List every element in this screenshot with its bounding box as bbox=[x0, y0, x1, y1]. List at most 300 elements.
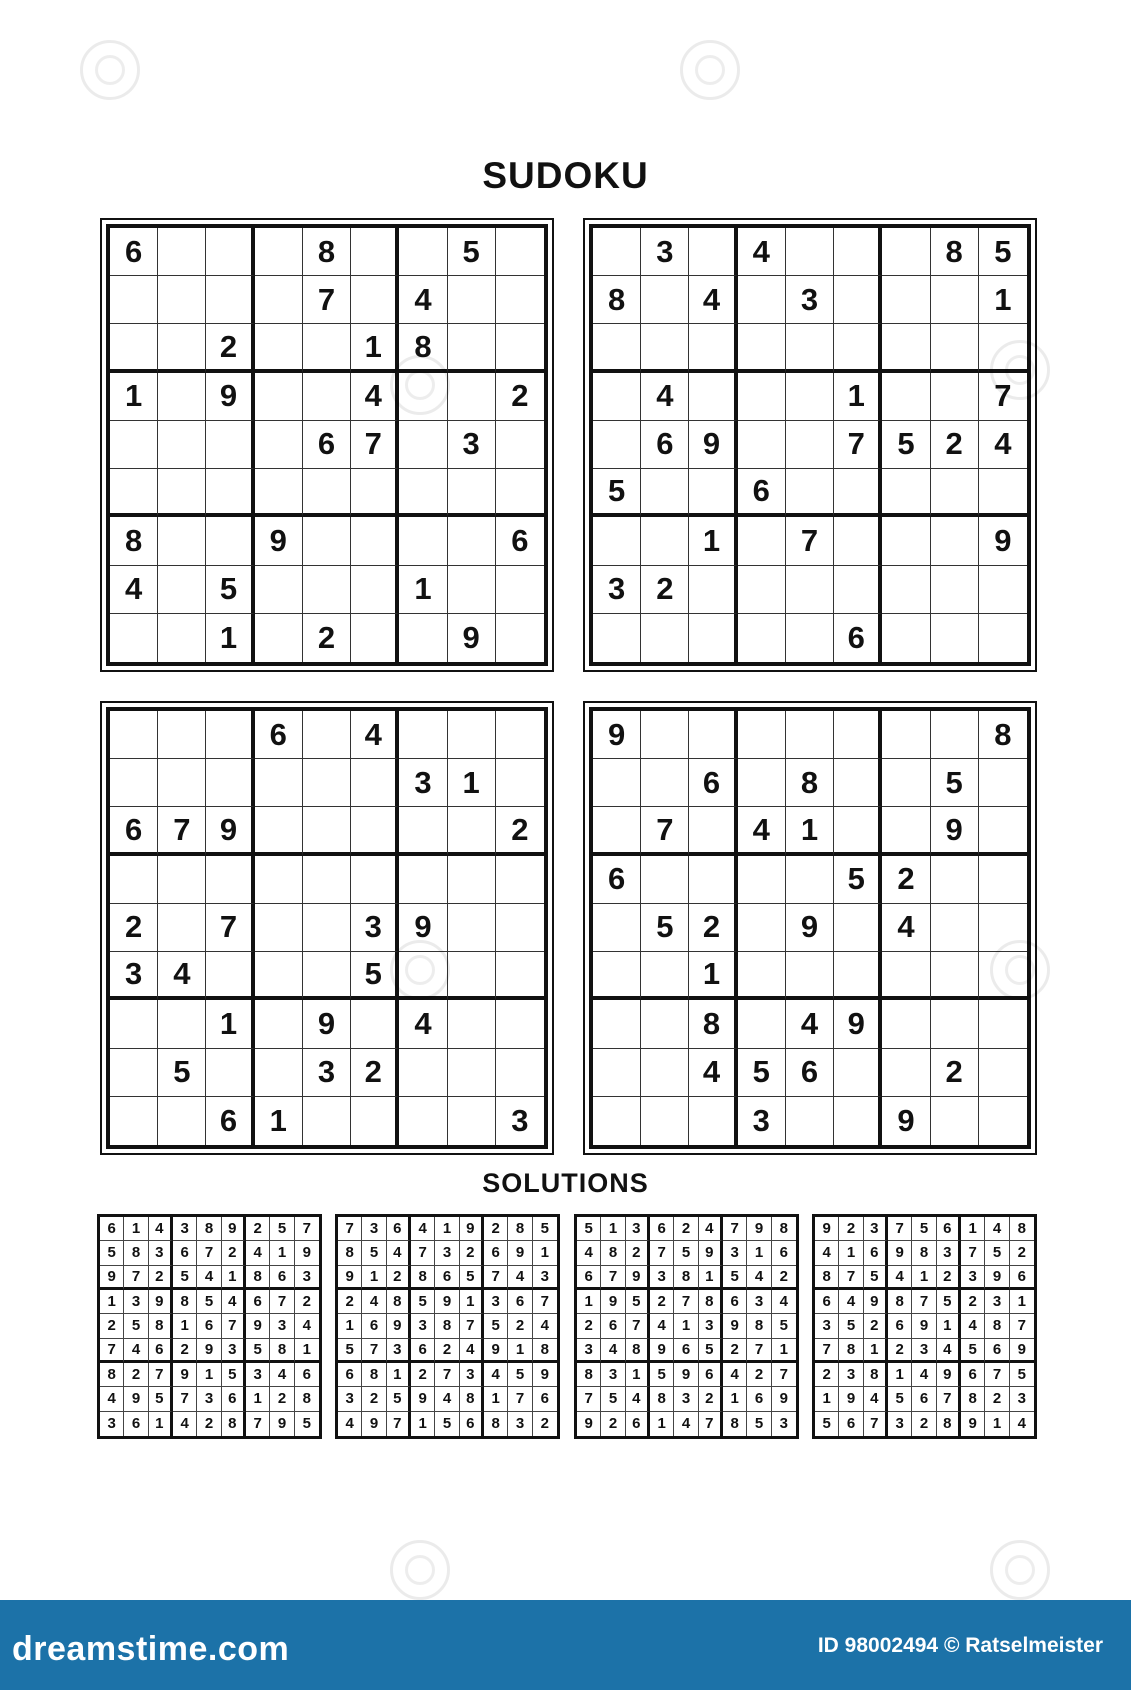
puzzle-cell[interactable] bbox=[448, 1049, 496, 1097]
puzzle-cell[interactable] bbox=[351, 566, 399, 614]
puzzle-cell[interactable] bbox=[689, 1097, 737, 1145]
puzzle-cell[interactable] bbox=[882, 1049, 930, 1097]
puzzle-cell[interactable] bbox=[303, 517, 351, 565]
puzzle-cell[interactable] bbox=[979, 1000, 1027, 1048]
puzzle-cell[interactable] bbox=[931, 1097, 979, 1145]
puzzle-cell[interactable]: 5 bbox=[641, 904, 689, 952]
puzzle-cell[interactable] bbox=[303, 373, 351, 421]
puzzle-cell[interactable] bbox=[448, 517, 496, 565]
puzzle-cell[interactable] bbox=[882, 373, 930, 421]
puzzle-cell[interactable]: 9 bbox=[399, 904, 447, 952]
puzzle-cell[interactable] bbox=[206, 228, 254, 276]
puzzle-cell[interactable] bbox=[641, 614, 689, 662]
puzzle-cell[interactable] bbox=[206, 517, 254, 565]
puzzle-cell[interactable] bbox=[303, 324, 351, 372]
puzzle-cell[interactable] bbox=[255, 614, 303, 662]
puzzle-cell[interactable] bbox=[834, 1097, 882, 1145]
puzzle-cell[interactable] bbox=[496, 469, 544, 517]
puzzle-cell[interactable]: 8 bbox=[303, 228, 351, 276]
puzzle-cell[interactable] bbox=[593, 324, 641, 372]
puzzle-cell[interactable]: 3 bbox=[738, 1097, 786, 1145]
puzzle-cell[interactable] bbox=[641, 324, 689, 372]
puzzle-cell[interactable] bbox=[931, 373, 979, 421]
puzzle-cell[interactable] bbox=[689, 711, 737, 759]
puzzle-cell[interactable] bbox=[593, 952, 641, 1000]
puzzle-cell[interactable] bbox=[158, 228, 206, 276]
puzzle-cell[interactable] bbox=[834, 228, 882, 276]
puzzle-cell[interactable] bbox=[399, 614, 447, 662]
puzzle-cell[interactable] bbox=[303, 856, 351, 904]
puzzle-cell[interactable] bbox=[786, 421, 834, 469]
puzzle-cell[interactable]: 1 bbox=[351, 324, 399, 372]
puzzle-cell[interactable] bbox=[496, 1000, 544, 1048]
puzzle-cell[interactable] bbox=[206, 1049, 254, 1097]
puzzle-cell[interactable] bbox=[882, 469, 930, 517]
puzzle-cell[interactable] bbox=[786, 952, 834, 1000]
puzzle-cell[interactable] bbox=[979, 807, 1027, 855]
puzzle-cell[interactable] bbox=[882, 517, 930, 565]
puzzle-cell[interactable] bbox=[158, 1097, 206, 1145]
puzzle-cell[interactable] bbox=[931, 856, 979, 904]
puzzle-cell[interactable]: 7 bbox=[641, 807, 689, 855]
puzzle-cell[interactable] bbox=[593, 807, 641, 855]
puzzle-cell[interactable] bbox=[931, 952, 979, 1000]
puzzle-cell[interactable] bbox=[593, 614, 641, 662]
puzzle-cell[interactable]: 6 bbox=[738, 469, 786, 517]
puzzle-cell[interactable]: 2 bbox=[689, 904, 737, 952]
puzzle-cell[interactable]: 7 bbox=[979, 373, 1027, 421]
puzzle-cell[interactable] bbox=[496, 711, 544, 759]
puzzle-cell[interactable] bbox=[158, 614, 206, 662]
puzzle-cell[interactable] bbox=[882, 952, 930, 1000]
puzzle-cell[interactable]: 4 bbox=[786, 1000, 834, 1048]
puzzle-cell[interactable]: 9 bbox=[593, 711, 641, 759]
puzzle-cell[interactable]: 7 bbox=[206, 904, 254, 952]
puzzle-cell[interactable] bbox=[158, 373, 206, 421]
puzzle-cell[interactable]: 2 bbox=[303, 614, 351, 662]
puzzle-cell[interactable]: 3 bbox=[593, 566, 641, 614]
puzzle-cell[interactable] bbox=[255, 1049, 303, 1097]
puzzle-cell[interactable]: 4 bbox=[399, 276, 447, 324]
puzzle-cell[interactable] bbox=[834, 711, 882, 759]
puzzle-cell[interactable]: 2 bbox=[931, 421, 979, 469]
puzzle-cell[interactable] bbox=[206, 469, 254, 517]
puzzle-cell[interactable] bbox=[351, 228, 399, 276]
puzzle-cell[interactable]: 9 bbox=[303, 1000, 351, 1048]
puzzle-cell[interactable] bbox=[399, 711, 447, 759]
puzzle-cell[interactable] bbox=[110, 1097, 158, 1145]
puzzle-cell[interactable] bbox=[399, 469, 447, 517]
puzzle-cell[interactable] bbox=[834, 276, 882, 324]
puzzle-cell[interactable]: 7 bbox=[834, 421, 882, 469]
puzzle-cell[interactable] bbox=[399, 421, 447, 469]
puzzle-cell[interactable]: 8 bbox=[689, 1000, 737, 1048]
puzzle-cell[interactable] bbox=[786, 614, 834, 662]
puzzle-cell[interactable] bbox=[206, 276, 254, 324]
puzzle-cell[interactable] bbox=[158, 904, 206, 952]
puzzle-cell[interactable] bbox=[689, 373, 737, 421]
puzzle-cell[interactable] bbox=[641, 276, 689, 324]
puzzle-cell[interactable] bbox=[255, 469, 303, 517]
puzzle-cell[interactable]: 3 bbox=[110, 952, 158, 1000]
puzzle-cell[interactable]: 6 bbox=[255, 711, 303, 759]
puzzle-cell[interactable] bbox=[158, 469, 206, 517]
puzzle-cell[interactable] bbox=[496, 324, 544, 372]
puzzle-cell[interactable] bbox=[255, 759, 303, 807]
puzzle-cell[interactable]: 6 bbox=[110, 807, 158, 855]
puzzle-cell[interactable]: 4 bbox=[641, 373, 689, 421]
puzzle-cell[interactable]: 6 bbox=[593, 856, 641, 904]
puzzle-cell[interactable] bbox=[641, 1097, 689, 1145]
puzzle-cell[interactable]: 2 bbox=[641, 566, 689, 614]
puzzle-cell[interactable]: 9 bbox=[448, 614, 496, 662]
puzzle-cell[interactable] bbox=[303, 759, 351, 807]
puzzle-cell[interactable] bbox=[448, 276, 496, 324]
puzzle-cell[interactable]: 2 bbox=[496, 373, 544, 421]
puzzle-cell[interactable]: 4 bbox=[110, 566, 158, 614]
puzzle-cell[interactable] bbox=[206, 952, 254, 1000]
puzzle-cell[interactable]: 8 bbox=[593, 276, 641, 324]
puzzle-cell[interactable] bbox=[351, 517, 399, 565]
puzzle-cell[interactable] bbox=[448, 566, 496, 614]
puzzle-cell[interactable] bbox=[255, 228, 303, 276]
puzzle-cell[interactable] bbox=[496, 952, 544, 1000]
puzzle-cell[interactable] bbox=[738, 952, 786, 1000]
puzzle-cell[interactable]: 6 bbox=[206, 1097, 254, 1145]
puzzle-cell[interactable] bbox=[689, 324, 737, 372]
puzzle-cell[interactable]: 4 bbox=[689, 1049, 737, 1097]
dreamstime-logo[interactable]: dreamstime.com bbox=[12, 1630, 290, 1668]
puzzle-cell[interactable] bbox=[351, 759, 399, 807]
puzzle-cell[interactable] bbox=[786, 469, 834, 517]
puzzle-cell[interactable] bbox=[351, 276, 399, 324]
puzzle-cell[interactable] bbox=[882, 759, 930, 807]
puzzle-cell[interactable] bbox=[738, 373, 786, 421]
puzzle-cell[interactable] bbox=[931, 614, 979, 662]
puzzle-cell[interactable]: 5 bbox=[738, 1049, 786, 1097]
puzzle-cell[interactable] bbox=[206, 711, 254, 759]
puzzle-cell[interactable] bbox=[689, 228, 737, 276]
puzzle-cell[interactable] bbox=[255, 856, 303, 904]
puzzle-cell[interactable] bbox=[738, 324, 786, 372]
puzzle-cell[interactable] bbox=[496, 276, 544, 324]
puzzle-cell[interactable]: 5 bbox=[593, 469, 641, 517]
puzzle-cell[interactable] bbox=[158, 759, 206, 807]
puzzle-cell[interactable] bbox=[931, 469, 979, 517]
puzzle-cell[interactable] bbox=[786, 373, 834, 421]
puzzle-cell[interactable]: 1 bbox=[448, 759, 496, 807]
puzzle-cell[interactable] bbox=[255, 952, 303, 1000]
puzzle-cell[interactable]: 6 bbox=[496, 517, 544, 565]
puzzle-cell[interactable] bbox=[303, 952, 351, 1000]
puzzle-cell[interactable] bbox=[738, 276, 786, 324]
puzzle-cell[interactable]: 8 bbox=[931, 228, 979, 276]
puzzle-cell[interactable] bbox=[593, 373, 641, 421]
puzzle-cell[interactable] bbox=[593, 517, 641, 565]
puzzle-cell[interactable] bbox=[448, 1000, 496, 1048]
puzzle-cell[interactable]: 3 bbox=[351, 904, 399, 952]
puzzle-cell[interactable] bbox=[738, 614, 786, 662]
puzzle-cell[interactable] bbox=[931, 324, 979, 372]
puzzle-cell[interactable] bbox=[448, 807, 496, 855]
puzzle-cell[interactable]: 5 bbox=[834, 856, 882, 904]
puzzle-cell[interactable]: 4 bbox=[158, 952, 206, 1000]
puzzle-cell[interactable] bbox=[641, 759, 689, 807]
puzzle-cell[interactable] bbox=[158, 276, 206, 324]
puzzle-cell[interactable]: 6 bbox=[786, 1049, 834, 1097]
puzzle-cell[interactable] bbox=[834, 952, 882, 1000]
puzzle-cell[interactable] bbox=[399, 807, 447, 855]
puzzle-cell[interactable] bbox=[255, 807, 303, 855]
puzzle-cell[interactable]: 2 bbox=[110, 904, 158, 952]
puzzle-cell[interactable]: 9 bbox=[786, 904, 834, 952]
puzzle-cell[interactable]: 5 bbox=[351, 952, 399, 1000]
puzzle-cell[interactable] bbox=[931, 904, 979, 952]
puzzle-cell[interactable]: 9 bbox=[689, 421, 737, 469]
puzzle-cell[interactable]: 5 bbox=[206, 566, 254, 614]
puzzle-cell[interactable]: 9 bbox=[834, 1000, 882, 1048]
puzzle-cell[interactable] bbox=[255, 324, 303, 372]
puzzle-cell[interactable]: 4 bbox=[351, 711, 399, 759]
puzzle-cell[interactable] bbox=[834, 904, 882, 952]
puzzle-cell[interactable] bbox=[834, 324, 882, 372]
puzzle-cell[interactable] bbox=[931, 566, 979, 614]
puzzle-cell[interactable]: 2 bbox=[206, 324, 254, 372]
puzzle-cell[interactable] bbox=[834, 1049, 882, 1097]
puzzle-cell[interactable] bbox=[351, 1000, 399, 1048]
puzzle-cell[interactable] bbox=[834, 517, 882, 565]
puzzle-cell[interactable] bbox=[979, 856, 1027, 904]
puzzle-cell[interactable]: 4 bbox=[979, 421, 1027, 469]
puzzle-cell[interactable] bbox=[738, 856, 786, 904]
puzzle-cell[interactable] bbox=[158, 856, 206, 904]
puzzle-cell[interactable]: 3 bbox=[786, 276, 834, 324]
puzzle-cell[interactable] bbox=[448, 324, 496, 372]
puzzle-cell[interactable]: 1 bbox=[110, 373, 158, 421]
puzzle-cell[interactable] bbox=[110, 1000, 158, 1048]
puzzle-cell[interactable] bbox=[303, 566, 351, 614]
puzzle-cell[interactable]: 1 bbox=[979, 276, 1027, 324]
puzzle-cell[interactable]: 1 bbox=[834, 373, 882, 421]
puzzle-cell[interactable] bbox=[786, 856, 834, 904]
puzzle-cell[interactable] bbox=[641, 856, 689, 904]
puzzle-cell[interactable] bbox=[738, 1000, 786, 1048]
puzzle-cell[interactable] bbox=[786, 324, 834, 372]
puzzle-cell[interactable] bbox=[303, 1097, 351, 1145]
puzzle-cell[interactable] bbox=[110, 856, 158, 904]
puzzle-cell[interactable] bbox=[496, 421, 544, 469]
puzzle-cell[interactable] bbox=[786, 566, 834, 614]
puzzle-cell[interactable] bbox=[593, 228, 641, 276]
puzzle-cell[interactable] bbox=[882, 276, 930, 324]
puzzle-cell[interactable] bbox=[641, 469, 689, 517]
puzzle-cell[interactable] bbox=[255, 566, 303, 614]
puzzle-cell[interactable]: 4 bbox=[738, 807, 786, 855]
puzzle-cell[interactable] bbox=[496, 904, 544, 952]
puzzle-cell[interactable]: 5 bbox=[882, 421, 930, 469]
puzzle-cell[interactable]: 3 bbox=[641, 228, 689, 276]
puzzle-cell[interactable] bbox=[979, 566, 1027, 614]
puzzle-cell[interactable] bbox=[786, 1097, 834, 1145]
puzzle-cell[interactable]: 3 bbox=[511, 1102, 529, 1138]
puzzle-cell[interactable] bbox=[399, 1049, 447, 1097]
puzzle-cell[interactable]: 4 bbox=[689, 276, 737, 324]
puzzle-cell[interactable] bbox=[110, 759, 158, 807]
puzzle-cell[interactable]: 2 bbox=[931, 1049, 979, 1097]
puzzle-cell[interactable] bbox=[593, 1000, 641, 1048]
puzzle-cell[interactable] bbox=[351, 807, 399, 855]
puzzle-cell[interactable] bbox=[255, 421, 303, 469]
puzzle-cell[interactable] bbox=[399, 856, 447, 904]
puzzle-cell[interactable]: 7 bbox=[786, 517, 834, 565]
puzzle-cell[interactable]: 6 bbox=[110, 228, 158, 276]
puzzle-cell[interactable]: 4 bbox=[882, 904, 930, 952]
puzzle-cell[interactable] bbox=[786, 228, 834, 276]
puzzle-cell[interactable] bbox=[641, 711, 689, 759]
puzzle-cell[interactable] bbox=[689, 469, 737, 517]
puzzle-cell[interactable] bbox=[689, 566, 737, 614]
puzzle-cell[interactable] bbox=[882, 711, 930, 759]
puzzle-cell[interactable] bbox=[979, 759, 1027, 807]
puzzle-cell[interactable] bbox=[979, 614, 1027, 662]
puzzle-cell[interactable] bbox=[496, 566, 544, 614]
puzzle-cell[interactable] bbox=[496, 228, 544, 276]
puzzle-cell[interactable]: 6 bbox=[641, 421, 689, 469]
puzzle-cell[interactable] bbox=[158, 1000, 206, 1048]
puzzle-cell[interactable] bbox=[255, 276, 303, 324]
puzzle-cell[interactable] bbox=[882, 228, 930, 276]
puzzle-cell[interactable] bbox=[882, 614, 930, 662]
puzzle-cell[interactable] bbox=[448, 1097, 496, 1145]
puzzle-cell[interactable] bbox=[931, 1000, 979, 1048]
puzzle-cell[interactable]: 4 bbox=[351, 373, 399, 421]
puzzle-cell[interactable] bbox=[255, 1000, 303, 1048]
puzzle-cell[interactable]: 1 bbox=[786, 807, 834, 855]
puzzle-cell[interactable] bbox=[593, 1097, 641, 1145]
puzzle-cell[interactable] bbox=[593, 1049, 641, 1097]
puzzle-cell[interactable] bbox=[206, 856, 254, 904]
puzzle-cell[interactable] bbox=[399, 1097, 447, 1145]
puzzle-cell[interactable] bbox=[158, 566, 206, 614]
puzzle-cell[interactable] bbox=[738, 711, 786, 759]
puzzle-cell[interactable] bbox=[255, 904, 303, 952]
puzzle-cell[interactable] bbox=[834, 759, 882, 807]
puzzle-cell[interactable]: 3 bbox=[448, 421, 496, 469]
puzzle-cell[interactable] bbox=[786, 711, 834, 759]
puzzle-cell[interactable]: 4 bbox=[399, 1000, 447, 1048]
puzzle-cell[interactable] bbox=[110, 1049, 158, 1097]
puzzle-cell[interactable] bbox=[641, 517, 689, 565]
puzzle-cell[interactable]: 1 bbox=[399, 566, 447, 614]
puzzle-cell[interactable] bbox=[158, 421, 206, 469]
puzzle-cell[interactable] bbox=[206, 421, 254, 469]
puzzle-cell[interactable] bbox=[738, 759, 786, 807]
puzzle-cell[interactable]: 8 bbox=[110, 517, 158, 565]
puzzle-cell[interactable] bbox=[351, 856, 399, 904]
puzzle-cell[interactable]: 7 bbox=[303, 276, 351, 324]
puzzle-cell[interactable]: 9 bbox=[979, 517, 1027, 565]
puzzle-cell[interactable] bbox=[303, 807, 351, 855]
puzzle-cell[interactable] bbox=[834, 807, 882, 855]
puzzle-cell[interactable]: 8 bbox=[979, 711, 1027, 759]
puzzle-cell[interactable] bbox=[738, 421, 786, 469]
puzzle-cell[interactable] bbox=[931, 711, 979, 759]
puzzle-cell[interactable] bbox=[158, 711, 206, 759]
puzzle-cell[interactable]: 6 bbox=[689, 759, 737, 807]
puzzle-cell[interactable] bbox=[496, 759, 544, 807]
puzzle-cell[interactable]: 7 bbox=[351, 421, 399, 469]
puzzle-cell[interactable] bbox=[593, 421, 641, 469]
puzzle-cell[interactable] bbox=[593, 759, 641, 807]
puzzle-cell[interactable]: 9 bbox=[206, 373, 254, 421]
puzzle-cell[interactable]: 5 bbox=[158, 1049, 206, 1097]
puzzle-cell[interactable] bbox=[448, 856, 496, 904]
puzzle-cell[interactable] bbox=[351, 1097, 399, 1145]
puzzle-cell[interactable]: 1 bbox=[206, 614, 254, 662]
puzzle-cell[interactable] bbox=[255, 373, 303, 421]
puzzle-cell[interactable] bbox=[110, 711, 158, 759]
puzzle-cell[interactable]: 9 bbox=[206, 807, 254, 855]
puzzle-cell[interactable] bbox=[110, 276, 158, 324]
puzzle-cell[interactable] bbox=[110, 421, 158, 469]
puzzle-cell[interactable]: 2 bbox=[882, 856, 930, 904]
puzzle-cell[interactable] bbox=[303, 711, 351, 759]
puzzle-cell[interactable]: 1 bbox=[689, 517, 737, 565]
puzzle-cell[interactable] bbox=[931, 517, 979, 565]
puzzle-cell[interactable] bbox=[303, 904, 351, 952]
puzzle-cell[interactable] bbox=[158, 517, 206, 565]
puzzle-cell[interactable]: 3 bbox=[399, 759, 447, 807]
puzzle-cell[interactable] bbox=[738, 904, 786, 952]
puzzle-cell[interactable]: 5 bbox=[931, 759, 979, 807]
puzzle-cell[interactable]: 6 bbox=[834, 614, 882, 662]
puzzle-cell[interactable]: 1 bbox=[206, 1000, 254, 1048]
puzzle-cell[interactable]: 2 bbox=[351, 1049, 399, 1097]
puzzle-cell[interactable]: 5 bbox=[979, 228, 1027, 276]
puzzle-cell[interactable]: 9 bbox=[931, 807, 979, 855]
puzzle-cell[interactable] bbox=[399, 517, 447, 565]
puzzle-cell[interactable] bbox=[351, 469, 399, 517]
puzzle-cell[interactable] bbox=[496, 1049, 544, 1097]
puzzle-cell[interactable] bbox=[979, 1049, 1027, 1097]
puzzle-cell[interactable] bbox=[496, 614, 544, 662]
puzzle-cell[interactable]: 7 bbox=[158, 807, 206, 855]
puzzle-cell[interactable]: 4 bbox=[738, 228, 786, 276]
puzzle-cell[interactable] bbox=[882, 1000, 930, 1048]
puzzle-cell[interactable] bbox=[738, 566, 786, 614]
puzzle-cell[interactable] bbox=[110, 469, 158, 517]
puzzle-cell[interactable] bbox=[496, 856, 544, 904]
puzzle-cell[interactable] bbox=[641, 952, 689, 1000]
puzzle-cell[interactable]: 9 bbox=[882, 1097, 930, 1145]
puzzle-cell[interactable] bbox=[834, 469, 882, 517]
puzzle-cell[interactable]: 5 bbox=[448, 228, 496, 276]
puzzle-cell[interactable] bbox=[834, 566, 882, 614]
puzzle-cell[interactable] bbox=[979, 1097, 1027, 1145]
puzzle-cell[interactable]: 9 bbox=[255, 517, 303, 565]
puzzle-cell[interactable] bbox=[689, 856, 737, 904]
puzzle-cell[interactable] bbox=[689, 614, 737, 662]
puzzle-cell[interactable] bbox=[641, 1049, 689, 1097]
puzzle-cell[interactable]: 8 bbox=[786, 759, 834, 807]
puzzle-cell[interactable]: 8 bbox=[399, 324, 447, 372]
puzzle-cell[interactable] bbox=[979, 469, 1027, 517]
puzzle-cell[interactable] bbox=[448, 711, 496, 759]
puzzle-cell[interactable] bbox=[158, 324, 206, 372]
puzzle-cell[interactable] bbox=[882, 566, 930, 614]
puzzle-cell[interactable]: 1 bbox=[255, 1097, 303, 1145]
puzzle-cell[interactable] bbox=[448, 952, 496, 1000]
